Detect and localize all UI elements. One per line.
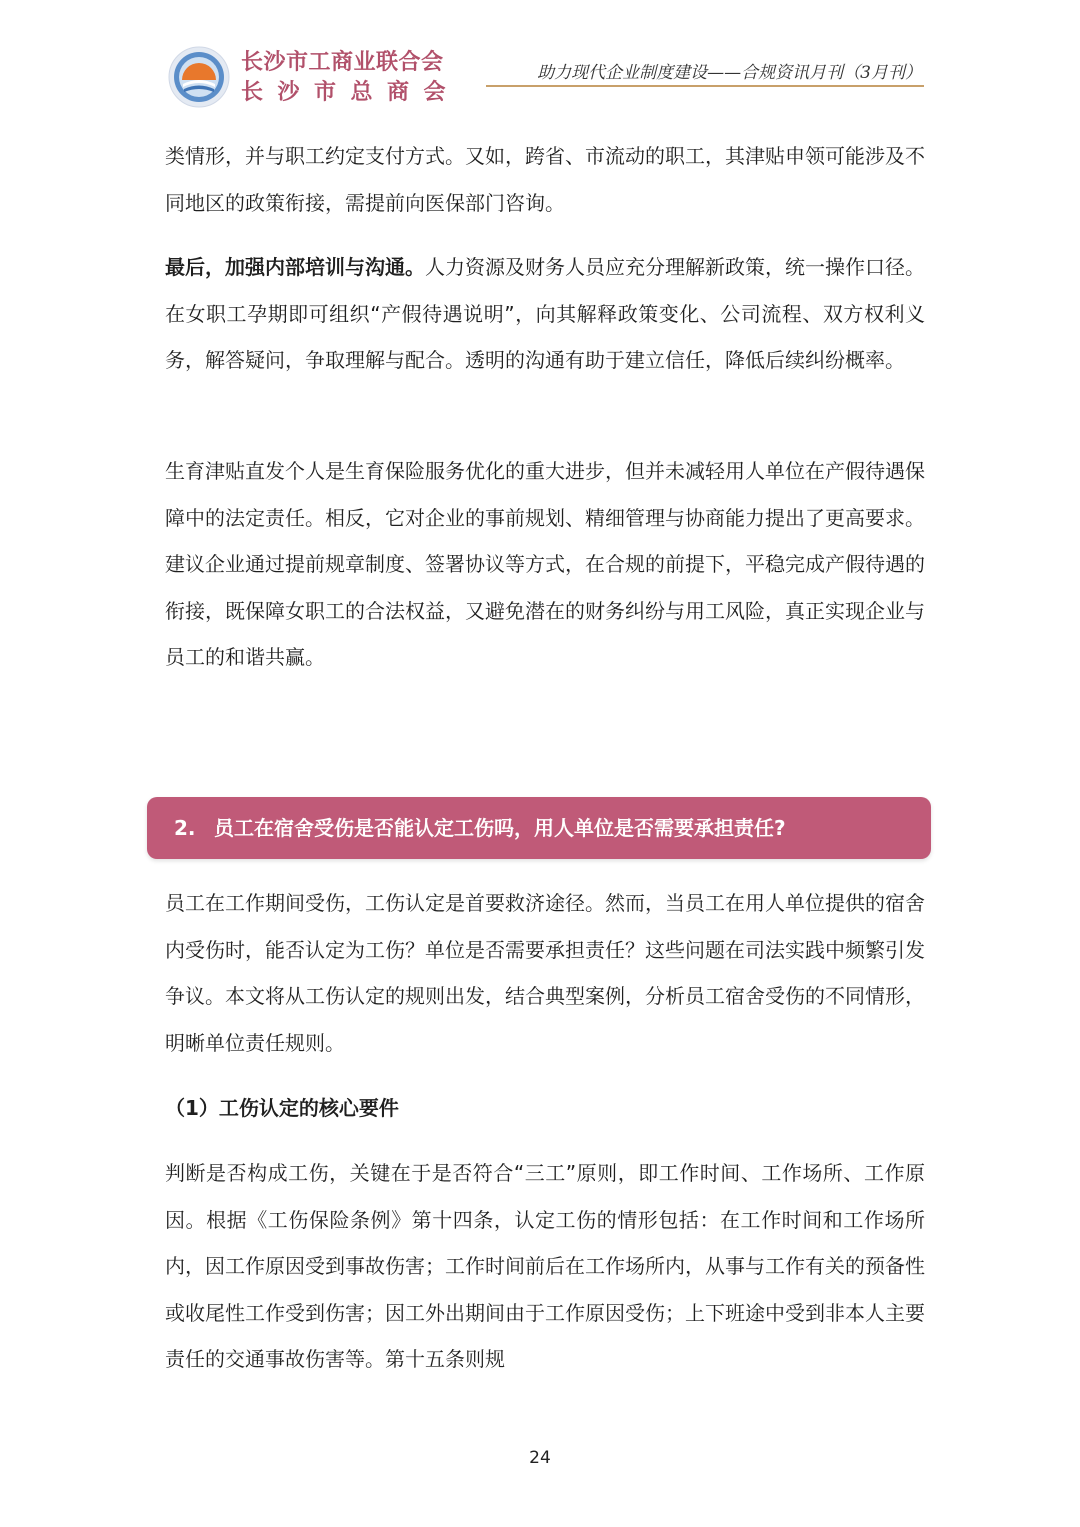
section-number: 2. xyxy=(174,816,196,840)
paragraph-text: 类情形，并与职工约定支付方式。又如，跨省、市流动的职工，其津贴申领可能涉及不同地区的政策衔接，需提前向医保部门咨询。 xyxy=(165,144,925,215)
publication-title: 助力现代企业制度建设——合规资讯月刊（3月刊） xyxy=(537,63,922,83)
subsection-heading: （1）工伤认定的核心要件 xyxy=(165,1096,399,1120)
paragraph-continuation xyxy=(165,133,925,226)
section-title: 员工在宿舍受伤是否能认定工伤吗，用人单位是否需要承担责任? xyxy=(214,816,786,840)
paragraph-text: 判断是否构成工伤，关键在于是否符合“三工”原则，即工作时间、工作场所、工作原因。根据《工伤保险条例》第十四条，认定工伤的情形包括：在工作时间和工作场所内，因工作原因受到事故伤害；工作时间前后在工作场所内，从事与工作有关的预备性或收尾性工作受到伤害；因工外出期间由于工作原因受伤；上下班途中受到非本人主要责任的交通事故伤害等。第十五条则规 xyxy=(165,1161,925,1371)
paragraph-text xyxy=(165,244,925,384)
paragraph-lead: 最后，加强内部培训与沟通。 xyxy=(165,255,425,279)
org-name-chamber: 长沙市总商会 xyxy=(241,80,461,105)
section-heading-banner xyxy=(147,797,931,859)
paragraph-body: 人力资源及财务人员应充分理解新政策，统一操作口径。在女职工孕期即可组织“产假待遇说明”，向其解释政策变化、公司流程、双方权利义务，解答疑问，争取理解与配合。透明的沟通有助于建立信任，降低后续纠纷概率。 xyxy=(165,255,925,372)
paragraph-text: 生育津贴直发个人是生育保险服务优化的重大进步，但并未减轻用人单位在产假待遇保障中的法定责任。相反，它对企业的事前规划、精细管理与协商能力提出了更高要求。建议企业通过提前规章制度、签署协议等方式，在合规的前提下，平稳完成产假待遇的衔接，既保障女职工的合法权益，又避免潜在的财务纠纷与用工风险，真正实现企业与员工的和谐共赢。 xyxy=(165,459,925,669)
page-number: 24 xyxy=(529,1448,551,1468)
header-divider xyxy=(486,85,924,87)
paragraph-text: 员工在工作期间受伤，工伤认定是首要救济途径。然而，当员工在用人单位提供的宿舍内受伤时，能否认定为工伤？单位是否需要承担责任？这些问题在司法实践中频繁引发争议。本文将从工伤认定的规则出发，结合典型案例，分析员工宿舍受伤的不同情形，明晰单位责任规则。 xyxy=(165,891,925,1055)
org-names xyxy=(241,48,460,108)
org-logo-icon xyxy=(168,46,230,108)
org-name-federation: 长沙市工商业联合会 xyxy=(241,50,444,75)
paragraph-criteria xyxy=(165,1150,925,1383)
paragraph-intro xyxy=(165,880,925,1066)
paragraph-conclusion xyxy=(165,448,925,681)
page-header xyxy=(0,0,1080,120)
paragraph-training xyxy=(165,244,925,384)
